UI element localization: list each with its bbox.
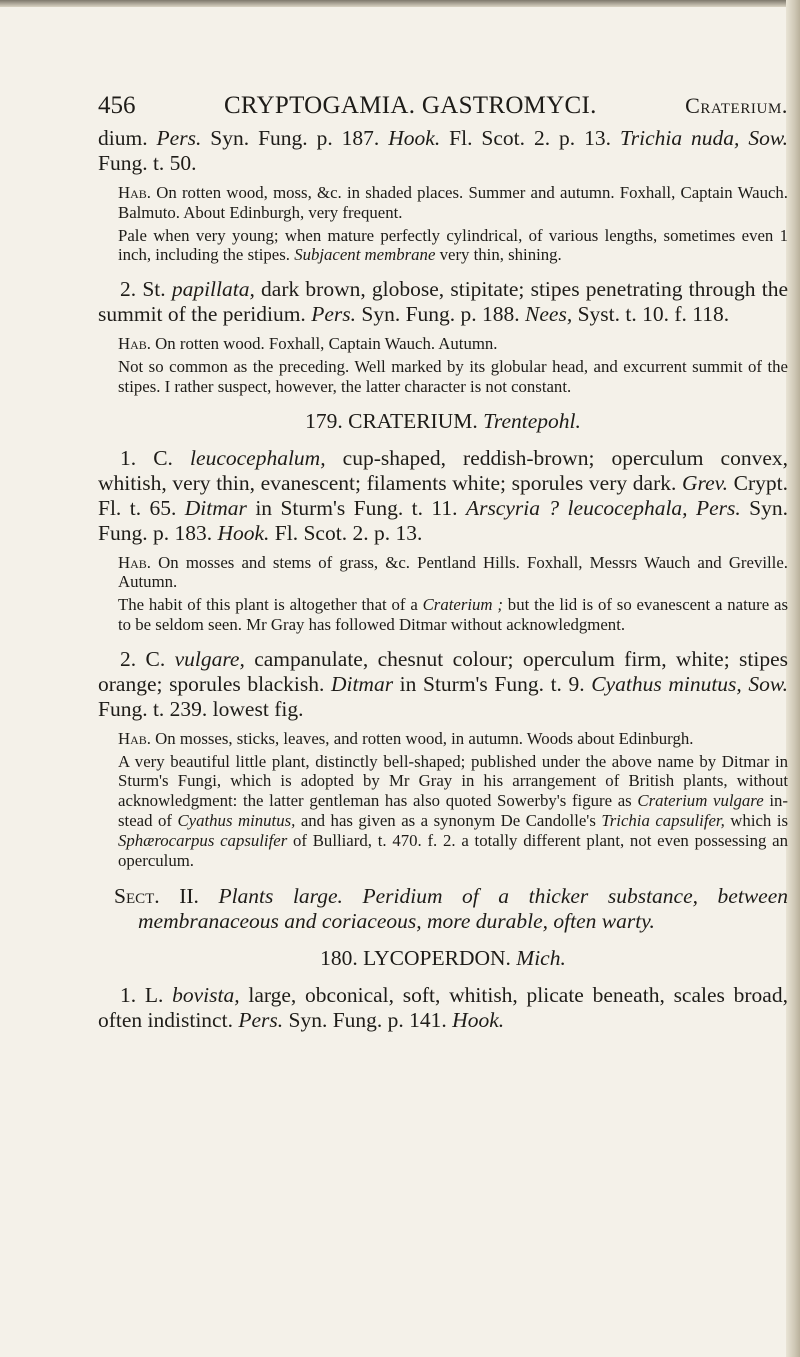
genus-heading-180: 180. LYCOPERDON. Mich. [320, 946, 566, 971]
note-4: A very beautiful little plant, distinctly bell-shaped; published under the above name by Ditmar in Sturm's Fungi, which is adopted by Mr Gray in his arrangement of British plants, without acknowledgment: the latter gentleman has also quoted Sowerby's figure as Craterium vulgare instead of Cyathus minutus, and has given as a synonym De Candolle's Trichia capsulifer, which is Sphærocarpus capsulifer of Bulliard, t. 470. f. 2. a totally different plant, not even possessing an operculum. [118, 751, 789, 870]
habitat-1: Hab. On rotten wood, moss, &c. in shaded places. Summer and autumn. Foxhall, Captain Wauch. Balmuto. About Edinburgh, very frequent. [118, 183, 788, 222]
page-number: 456 [98, 92, 136, 119]
page-top-edge [0, 0, 800, 7]
entry-leucocephalum: 1. C. leucocephalum, cup-shaped, reddish-brown; operculum convex, whitish, very thin, evanescent; filaments white; sporules very dark. Grev. Crypt. Fl. t. 65. Ditmar in Sturm's Fung. t. 11. Arscyria ? leucocephala, Pers. Syn. Fung. p. 183. Hook. Fl. Scot. 2. p. 13. [98, 445, 789, 545]
entry-continuation: dium. Pers. Syn. Fung. p. 187. Hook. Fl. Scot. 2. p. 13. Trichia nuda, Sow. Fung. t. 50. [98, 126, 788, 175]
habitat-3: Hab. On mosses and stems of grass, &c. Pentland Hills. Foxhall, Messrs Wauch and Greville. Autumn. [118, 552, 788, 592]
entry-bovista: 1. L. bovista, large, obconical, soft, whitish, plicate beneath, scales broad, often indistinct. Pers. Syn. Fung. p. 141. Hook. [98, 983, 788, 1033]
running-title: CRYPTOGAMIA. GASTROMYCI. [223, 92, 597, 119]
page-right-edge [786, 0, 800, 1357]
running-right: Craterium. [685, 93, 788, 118]
note-3: The habit of this plant is altogether that of a Craterium ; but the lid is of so evanescent a nature as to be seldom seen. Mr Gray has followed Ditmar without acknowledgment. [118, 595, 788, 634]
genus-heading-179: 179. CRATERIUM. Trentepohl. [305, 408, 581, 433]
running-head [98, 92, 788, 120]
section-heading: Sect. II. Plants large. Peridium of a thicker substance, between membranaceous and coriaceous, more durable, often warty. [114, 884, 788, 934]
book-page [98, 92, 788, 1033]
habitat-4: Hab. On mosses, sticks, leaves, and rotten wood, in autumn. Woods about Edinburgh. [118, 728, 694, 748]
habitat-2: Hab. On rotten wood. Foxhall, Captain Wauch. Autumn. [118, 334, 498, 354]
entry-vulgare: 2. C. vulgare, campanulate, chesnut colour; operculum firm, white; stipes orange; sporules blackish. Ditmar in Sturm's Fung. t. 9. Cyathus minutus, Sow. Fung. t. 239. lowest fig. [98, 646, 789, 721]
entry-papillata: 2. St. papillata, dark brown, globose, stipitate; stipes penetrating through the summit of the peridium. Pers. Syn. Fung. p. 188. Nees, Syst. t. 10. f. 118. [98, 277, 788, 327]
note-2: Not so common as the preceding. Well marked by its globular head, and excurrent summit of the stipes. I rather suspect, however, the latter character is not constant. [118, 356, 788, 396]
note-1: Pale when very young; when mature perfectly cylindrical, of various lengths, sometimes even 1 inch, including the stipes. Subjacent membrane very thin, shining. [118, 225, 788, 265]
